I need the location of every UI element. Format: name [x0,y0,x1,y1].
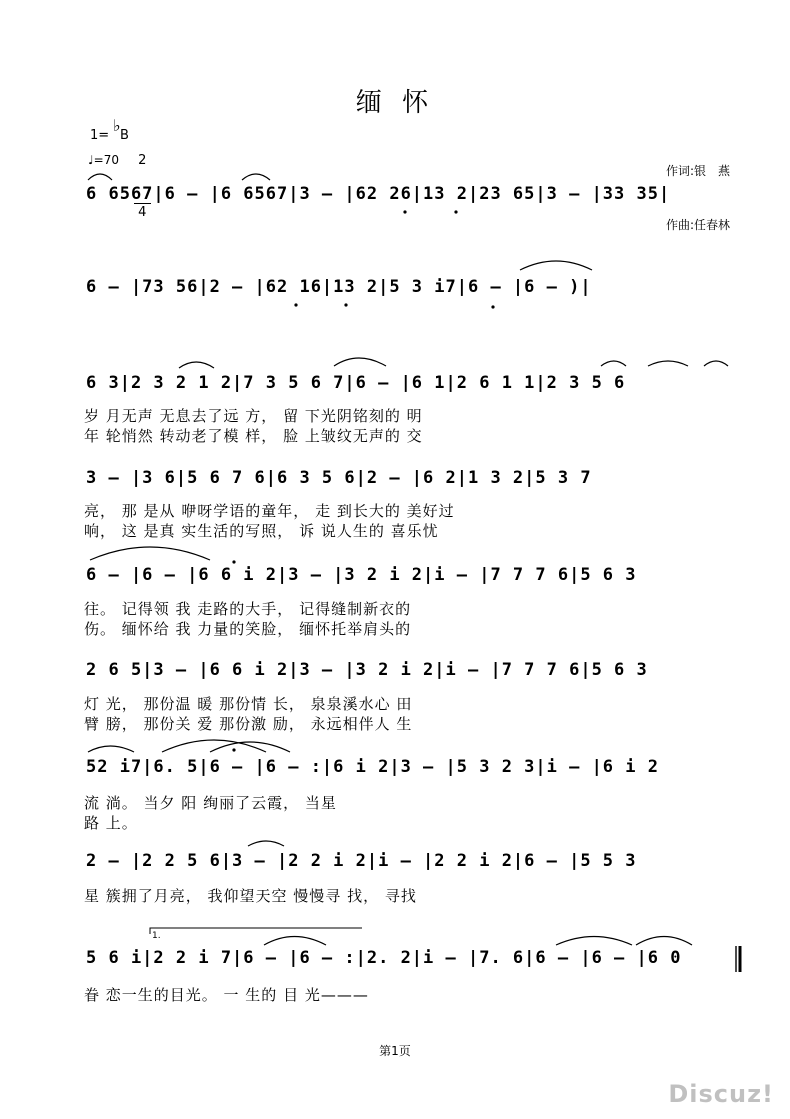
notes-line: 6 – |6 – |6 6 i 2|3 – |3 2 i 2|i – |7 7 7 6|5 6 3 [86,565,637,585]
lyrics-verse-1: 灯 光， 那份温 暖 那份情 长， 泉泉溪水心 田 [84,695,413,713]
tempo-marking: ♩=70 [88,153,119,167]
slurs [88,174,731,945]
lyrics-verse-2: 路 上。 [84,814,138,832]
volta-number: 1. [152,931,161,941]
notes-line: 6 – |73 56|2 – |62 16|13 2|5 3 i7|6 – |6 – )| [86,277,592,297]
notes-line: 2 6 5|3 – |6 6 i 2|3 – |3 2 i 2|i – |7 7 7 6|5 6 3 [86,660,648,680]
watermark: Discuz! [668,1080,774,1108]
lyrics-verse-1: 岁 月无声 无息去了远 方， 留 下光阴铭刻的 明 [84,407,423,425]
lyricist: 作词:银 燕 [666,164,731,178]
notes-line: 6 6567|6 – |6 6567|3 – |62 26|13 2|23 65|3 – |33 35| [86,184,671,204]
key-note: B [120,128,129,143]
notes-line: 52 i7|6. 5|6 – |6 – :|6 i 2|3 – |5 3 2 3|i – |6 i 2 [86,757,659,777]
key-prefix: 1= [90,128,110,143]
lyrics-verse-1: 眷 恋一生的目光。 一 生的 目 光——— [84,986,369,1004]
octave-dots [232,210,494,751]
song-title: 缅 怀 [355,88,435,118]
lyrics-verse-1: 往。 记得领 我 走路的大手， 记得缝制新衣的 [84,600,412,618]
volta-bracket [150,928,362,934]
meter-bottom: 4 [134,203,151,221]
lyrics-verse-2: 年 轮悄然 转动老了模 样， 脸 上皱纹无声的 交 [84,427,423,445]
notes-line: 5 6 i|2 2 i 7|6 – |6 – :|2. 2|i – |7. 6|6 – |6 – |6 0 [86,948,682,968]
notes-line: 3 – |3 6|5 6 7 6|6 3 5 6|2 – |6 2|1 3 2|5 3 7 [86,468,592,488]
lyrics-verse-1: 星 簇拥了月亮， 我仰望天空 慢慢寻 找， 寻找 [84,887,417,905]
flat-icon: ♭ [113,116,121,135]
lyrics-verse-2: 臂 膀， 那份关 爱 那份激 励， 永远相伴人 生 [84,715,413,733]
meter-top: 2 [138,153,147,168]
notes-line: 6 3|2 3 2 1 2|7 3 5 6 7|6 – |6 1|2 6 1 1|2 3 5 6 [86,373,626,393]
lyrics-verse-1: 流 淌。 当夕 阳 绚丽了云霞， 当星 [84,794,337,812]
page-number: 第1页 [379,1044,411,1058]
lyrics-verse-2: 伤。 缅怀给 我 力量的笑脸， 缅怀托举肩头的 [84,620,412,638]
lyrics-verse-2: 响， 这 是真 实生活的写照， 诉 说人生的 喜乐忧 [84,522,439,540]
lyrics-verse-1: 亮， 那 是从 咿呀学语的童年， 走 到长大的 美好过 [84,502,455,520]
composer: 作曲:任春林 [666,218,731,232]
final-barline [736,946,740,972]
notes-line: 2 – |2 2 5 6|3 – |2 2 i 2|i – |2 2 i 2|6 – |5 5 3 [86,851,637,871]
